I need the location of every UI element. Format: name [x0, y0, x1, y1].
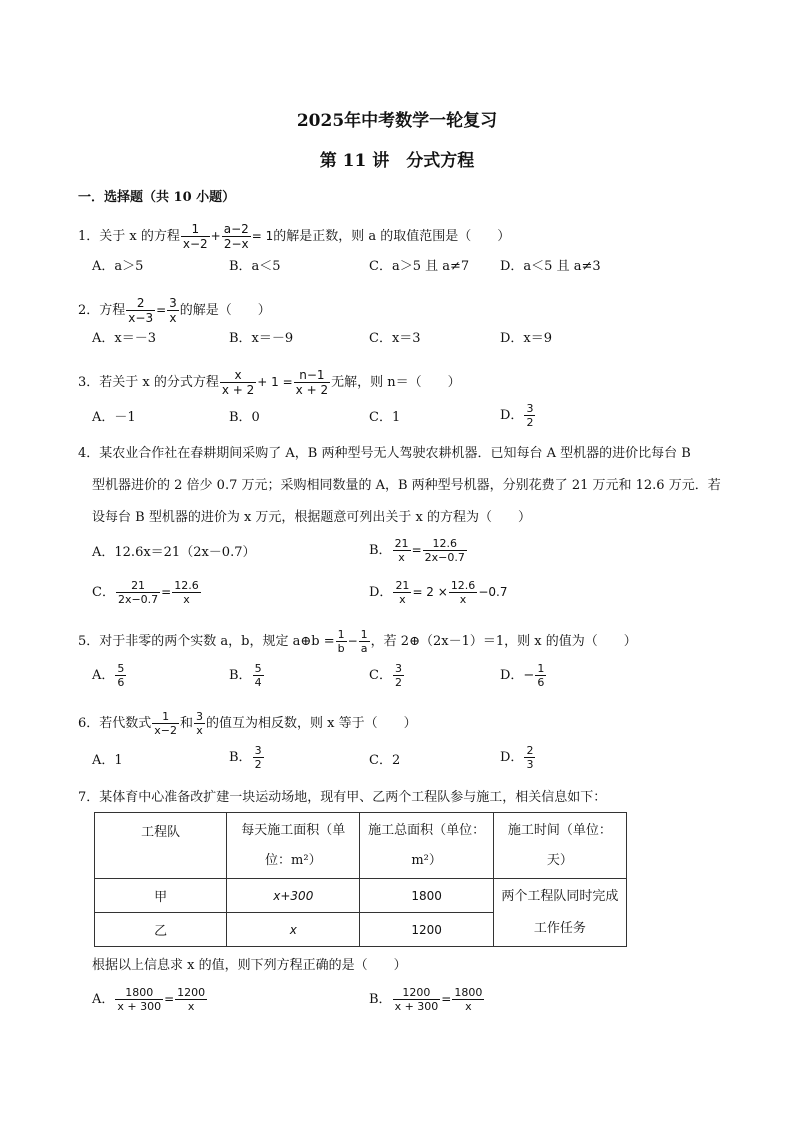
q4-line-2: 型机器进价的 2 倍少 0.7 万元；采购相同数量的 A，B 两种型号机器，分别花费了 21 万元和 12.6 万元．若 [92, 478, 721, 493]
q7-info-table [94, 812, 627, 947]
q3-option-d-fraction: $\frac{3}{2}$ [526, 402, 534, 429]
q3-fraction-1: $\frac{x}{x + 2}$ [221, 368, 255, 397]
table-header-team: 工程队 [95, 813, 227, 879]
q2-option-b[interactable]: B．x＝－9 [229, 331, 294, 346]
q5-minus: − [347, 634, 358, 648]
q7-a-fraction-2: $\frac{1200}{x}$ [177, 986, 206, 1013]
table-header-total-area: 施工总面积（单位： m²） [360, 813, 493, 879]
q4-d-fraction-1: $\frac{21}{x}$ [395, 579, 410, 606]
q7-follow-up: 根据以上信息求 x 的值，则下列方程正确的是（ ） [92, 958, 407, 973]
q2-fraction-2: $\frac{3}{x}$ [169, 296, 177, 325]
q1-fraction-2: $\frac{a-2}{2-x}$ [223, 222, 249, 251]
table-row-yi-total: 1200 [360, 913, 493, 947]
q7-b-equals: = [441, 992, 452, 1006]
q5-fraction-2: $\frac{1}{a}$ [360, 628, 368, 655]
q1-fraction-1: $\frac{1}{x-2}$ [182, 222, 208, 251]
document-title: 2025年中考数学一轮复习 [296, 111, 498, 131]
section-heading: 一．选择题（共 10 小题） [78, 190, 236, 205]
q5-option-b-fraction: $\frac{5}{4}$ [254, 662, 262, 689]
q1-option-d[interactable]: D．a＜5 且 a≠3 [500, 259, 601, 274]
q6-stem-b: 的值互为相反数，则 x 等于（ ） [206, 716, 417, 731]
q6-and: 和 [180, 716, 194, 731]
q4-d-times-two: = 2 × [412, 585, 448, 599]
q6-option-a[interactable]: A．1 [92, 753, 123, 768]
q1-option-b[interactable]: B．a＜5 [229, 259, 281, 274]
table-row-jia-total: 1800 [360, 879, 493, 913]
q4-d-fraction-2: $\frac{12.6}{x}$ [450, 579, 476, 606]
q5-option-a-fraction: $\frac{5}{6}$ [117, 662, 125, 689]
table-row-jia-rate: x+300 [227, 879, 360, 913]
q6-option-c[interactable]: C．2 [369, 753, 401, 768]
q4-option-c-label: C． [92, 585, 115, 600]
q5-fraction-1: $\frac{1}{b}$ [337, 628, 345, 655]
q5-option-a[interactable] [92, 662, 127, 689]
q2-equals: = [156, 303, 167, 317]
q7-option-a-label: A． [92, 992, 115, 1007]
q5-option-c[interactable] [369, 662, 405, 689]
q7-option-b[interactable] [369, 986, 485, 1013]
q2-fraction-1: $\frac{2}{x-3}$ [128, 296, 154, 325]
q3-option-d[interactable] [500, 402, 536, 429]
q1-equals: = 1 [251, 229, 274, 243]
q7-option-a[interactable] [92, 986, 208, 1013]
q5-option-d-label: D．− [500, 668, 535, 683]
q2-option-c[interactable]: C．x＝3 [369, 331, 421, 346]
q6-option-b[interactable] [229, 744, 265, 771]
q4-option-c[interactable] [92, 579, 202, 606]
question-1-stem [78, 222, 510, 251]
q6-option-d-fraction: $\frac{2}{3}$ [526, 744, 534, 771]
q7-a-equals: = [164, 992, 175, 1006]
q6-option-d[interactable] [500, 744, 536, 771]
lesson-title: 第 11 讲 分式方程 [319, 151, 475, 171]
q5-option-d[interactable] [500, 662, 547, 689]
q5-option-c-label: C． [369, 668, 392, 683]
q1-stem-a: 1．关于 x 的方程 [78, 229, 180, 244]
q4-b-equals: = [411, 543, 422, 557]
q2-option-a[interactable]: A．x＝－3 [92, 331, 156, 346]
q5-option-a-label: A． [92, 668, 115, 683]
q2-stem-a: 2．方程 [78, 303, 126, 318]
q3-plus-one: + 1 = [257, 375, 293, 389]
q4-line-3: 设每台 B 型机器的进价为 x 万元，根据题意可列出关于 x 的方程为（ ） [92, 510, 532, 525]
question-3-stem [78, 368, 461, 397]
q5-option-b[interactable] [229, 662, 265, 689]
table-row-yi-rate: x [227, 913, 360, 947]
q4-b-fraction-2: $\frac{12.6}{2x-0.7}$ [424, 537, 465, 564]
q4-line-1: 4．某农业合作社在春耕期间采购了 A，B 两种型号无人驾驶农耕机器．已知每台 A 型机器的进价比每台 B [78, 446, 691, 461]
question-5-stem [78, 628, 637, 655]
q6-option-d-label: D． [500, 750, 524, 765]
q3-stem-a: 3．若关于 x 的分式方程 [78, 375, 219, 390]
q5-option-b-label: B． [229, 668, 252, 683]
q6-option-b-fraction: $\frac{3}{2}$ [254, 744, 262, 771]
q7-stem: 7．某体育中心准备改扩建一块运动场地，现有甲、乙两个工程队参与施工，相关信息如下： [78, 790, 607, 805]
table-row-team-jia: 甲 [95, 879, 227, 913]
q1-plus: + [210, 229, 221, 243]
q4-option-b[interactable] [369, 537, 468, 564]
q5-option-d-fraction: $\frac{1}{6}$ [537, 662, 545, 689]
q4-option-d-label: D． [369, 585, 393, 600]
q5-stem-a: 5．对于非零的两个实数 a，b，规定 a⊕b = [78, 634, 335, 649]
q4-c-fraction-1: $\frac{21}{2x-0.7}$ [117, 579, 159, 606]
question-2-stem [78, 296, 271, 325]
q4-option-b-label: B． [369, 543, 392, 558]
q4-d-minus: −0.7 [478, 585, 508, 599]
q6-option-b-label: B． [229, 750, 252, 765]
q1-stem-b: 的解是正数，则 a 的取值范围是（ ） [273, 229, 511, 244]
q3-option-a[interactable]: A．－1 [92, 410, 136, 425]
q6-fraction-1: $\frac{1}{x-2}$ [154, 710, 178, 737]
q5-stem-b: ，若 2⊕（2x－1）＝1，则 x 的值为（ ） [370, 634, 637, 649]
table-header-daily-area: 每天施工面积（单 位：m²） [227, 813, 360, 879]
table-row-team-yi: 乙 [95, 913, 227, 947]
table-shared-time: 两个工程队同时完成 工作任务 [493, 879, 626, 947]
q7-a-fraction-1: $\frac{1800}{x + 300}$ [117, 986, 162, 1013]
table-header-time: 施工时间（单位： 天） [493, 813, 626, 879]
q7-b-fraction-1: $\frac{1200}{x + 300}$ [394, 986, 439, 1013]
q4-c-equals: = [161, 585, 172, 599]
question-6-stem [78, 710, 417, 737]
q7-option-b-label: B． [369, 992, 392, 1007]
q7-b-fraction-2: $\frac{1800}{x}$ [454, 986, 483, 1013]
q4-option-a[interactable]: A．12.6x＝21（2x－0.7） [92, 545, 256, 560]
q3-stem-b: 无解，则 n＝（ ） [331, 375, 461, 390]
q4-option-d[interactable] [369, 579, 507, 606]
q4-c-fraction-2: $\frac{12.6}{x}$ [174, 579, 199, 606]
q4-b-fraction-1: $\frac{21}{x}$ [394, 537, 409, 564]
q2-stem-b: 的解是（ ） [179, 303, 271, 318]
q3-option-d-label: D． [500, 408, 524, 423]
q3-option-b[interactable]: B．0 [229, 410, 260, 425]
q5-option-c-fraction: $\frac{3}{2}$ [394, 662, 402, 689]
q6-fraction-2: $\frac{3}{x}$ [196, 710, 204, 737]
q3-fraction-2: $\frac{n-1}{x + 2}$ [295, 368, 329, 397]
q1-option-c[interactable]: C．a＞5 且 a≠7 [369, 259, 470, 274]
q3-option-c[interactable]: C．1 [369, 410, 401, 425]
q2-option-d[interactable]: D．x＝9 [500, 331, 553, 346]
q6-stem-a: 6．若代数式 [78, 716, 152, 731]
q1-option-a[interactable]: A．a＞5 [92, 259, 144, 274]
